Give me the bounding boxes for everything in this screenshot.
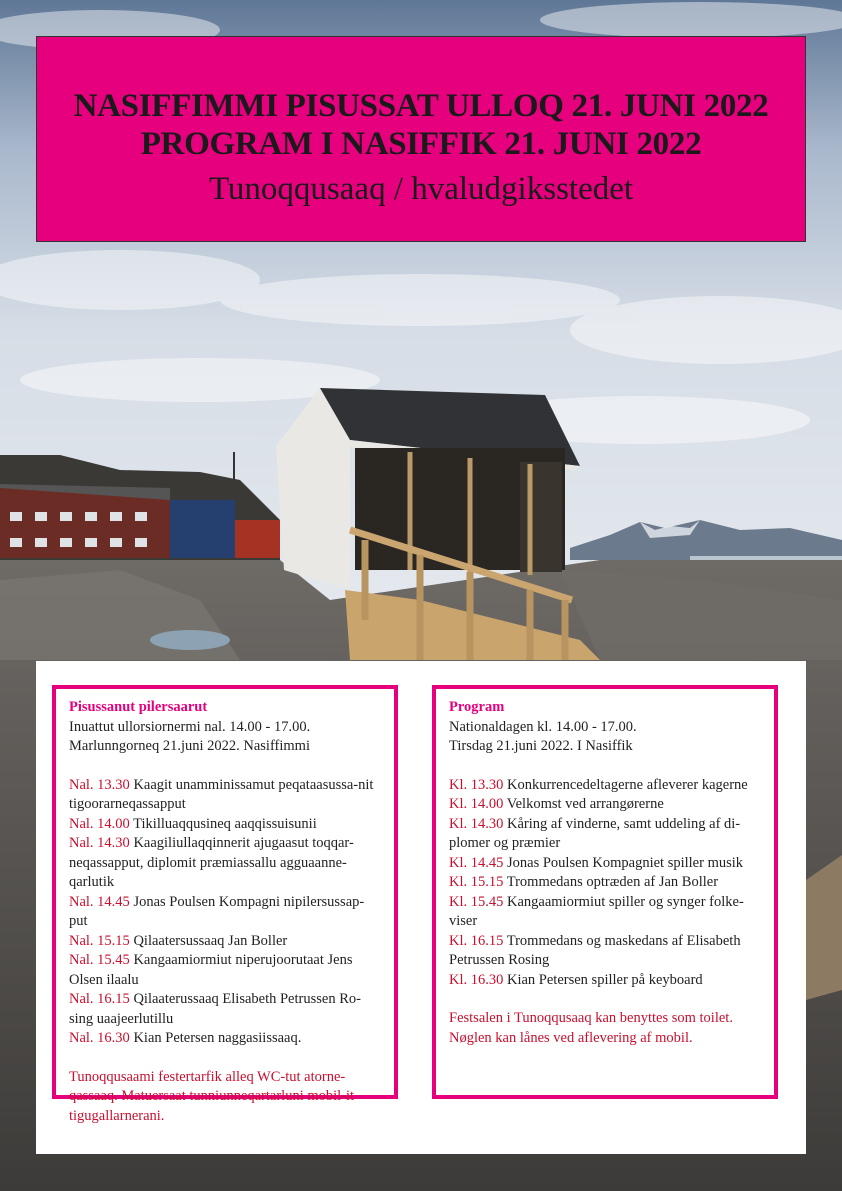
item-text: Kian Petersen naggasiissaaq. <box>129 1030 302 1046</box>
item-text: Kangaamiormiut niperujoorutaat Jens Olsen ilaalu <box>69 952 353 988</box>
program-column-danish <box>432 685 778 1099</box>
item-text: Qilaaterussaaq Elisabeth Petrussen Ro-sing uaajeerlutillu <box>69 991 361 1027</box>
item-time: Kl. 15.45 <box>449 893 504 910</box>
list-item <box>69 990 382 1029</box>
list-item <box>69 893 382 932</box>
column-title: Program <box>449 699 505 715</box>
item-text: Qilaatersussaaq Jan Boller <box>129 932 288 949</box>
item-time: Kl. 14.00 <box>449 796 504 812</box>
intro-line: Inuattut ullorsiornermi nal. 14.00 - 17.00. <box>69 718 311 735</box>
list-item <box>449 971 762 991</box>
toilet-note: Festsalen i Tunoqqusaaq kan benyttes som toilet. Nøglen kan lånes ved aflevering af mobil. <box>449 1010 733 1046</box>
list-item <box>69 815 382 835</box>
intro-line: Tirsdag 21.juni 2022. I Nasiffik <box>449 738 633 754</box>
program-panel <box>36 661 806 1154</box>
item-text: Kaagit unamminissamut peqataasussa-nit tigoorarneqassapput <box>69 776 374 812</box>
list-item <box>69 1029 382 1049</box>
column-intro <box>69 718 382 757</box>
item-text: Jonas Poulsen Kompagni nipilersussap-put <box>69 893 365 929</box>
schedule-list <box>69 776 382 1049</box>
program-column-greenlandic <box>52 685 398 1124</box>
list-item <box>69 951 382 990</box>
list-item <box>449 854 762 874</box>
item-time: Kl. 14.45 <box>449 854 504 871</box>
item-time: Kl. 14.30 <box>449 815 504 832</box>
list-item <box>449 932 762 971</box>
title-greenlandic: NASIFFIMMI PISUSSAT ULLOQ 21. JUNI 2022 <box>73 88 769 124</box>
list-item <box>449 893 762 932</box>
list-item <box>69 932 382 952</box>
list-item <box>69 834 382 893</box>
list-item <box>449 795 762 815</box>
list-item <box>69 776 382 815</box>
title-banner <box>36 36 806 242</box>
column-intro <box>449 718 762 757</box>
list-item <box>449 873 762 893</box>
item-time: Nal. 14.30 <box>69 835 130 851</box>
venue-subtitle: Tunoqqusaaq / hvaludgiksstedet <box>208 171 634 207</box>
item-time: Nal. 14.00 <box>69 815 130 832</box>
item-text: Trommedans og maskedans af Elisabeth Petrussen Rosing <box>449 932 741 968</box>
item-text: Jonas Poulsen Kompagniet spiller musik <box>503 854 744 871</box>
item-time: Nal. 15.45 <box>69 952 130 968</box>
item-text: Trommedans optræden af Jan Boller <box>503 874 719 890</box>
item-time: Kl. 13.30 <box>449 776 504 793</box>
item-text: Kian Petersen spiller på keyboard <box>503 971 703 988</box>
item-time: Kl. 15.15 <box>449 874 504 890</box>
intro-line: Marlunngorneq 21.juni 2022. Nasiffimmi <box>69 738 310 754</box>
list-item <box>449 776 762 796</box>
item-text: Tikilluaqqusineq aaqqissuisunii <box>129 815 317 832</box>
item-text: Kangaamiormiut spiller og synger folke-viser <box>449 893 744 929</box>
item-time: Nal. 16.30 <box>69 1030 130 1046</box>
item-time: Nal. 16.15 <box>69 991 130 1007</box>
schedule-list <box>449 776 762 991</box>
column-title: Pisussanut pilersaarut <box>69 699 208 715</box>
item-time: Kl. 16.30 <box>449 971 504 988</box>
item-time: Nal. 13.30 <box>69 776 130 793</box>
title-danish: PROGRAM I NASIFFIK 21. JUNI 2022 <box>140 126 702 162</box>
item-text: Velkomst ved arrangørerne <box>503 796 664 812</box>
item-time: Nal. 14.45 <box>69 893 130 910</box>
item-text: Kåring af vinderne, samt uddeling af di-plomer og præmier <box>449 815 741 851</box>
item-time: Nal. 15.15 <box>69 932 130 949</box>
item-time: Kl. 16.15 <box>449 932 504 949</box>
item-text: Kaagiliullaqqinnerit ajugaasut toqqar-neqassapput, diplomit præmiassallu agguaanne-qarlutik <box>69 835 354 890</box>
toilet-note: Tunoqqusaami festertarfik alleq WC-tut atorne-qassaaq. Matuersaat tunniunneqartarluni mobil-it tigugallarnerani. <box>69 1068 355 1124</box>
intro-line: Nationaldagen kl. 14.00 - 17.00. <box>449 718 637 735</box>
list-item <box>449 815 762 854</box>
item-text: Konkurrencedeltagerne afleverer kagerne <box>503 776 748 793</box>
